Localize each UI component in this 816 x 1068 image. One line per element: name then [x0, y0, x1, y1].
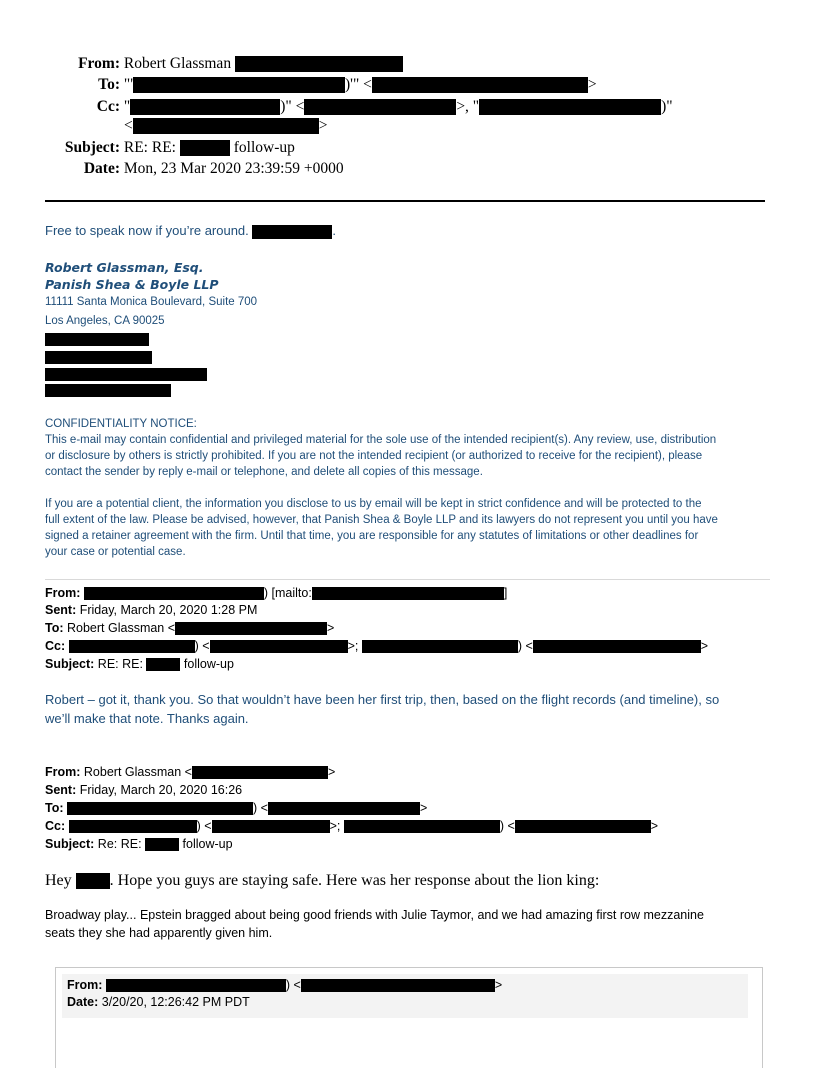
email2-from-row [45, 584, 507, 602]
header-from-label: From: [78, 55, 120, 72]
redaction [312, 587, 504, 600]
email2-sent-row [45, 601, 257, 619]
redaction [175, 622, 327, 635]
confidentiality-line: contact the sender by reply e-mail or telephone, and delete all copies of this message. [45, 466, 483, 478]
redaction [133, 118, 319, 134]
header-date-value: Mon, 23 Mar 2020 23:39:59 +0000 [123, 160, 344, 177]
signature-firm: Panish Shea & Boyle LLP [45, 277, 219, 292]
quoted-date-label: Date: [67, 995, 99, 1009]
email3-sent-label: Sent: [45, 783, 77, 797]
email2-from-label: From: [45, 586, 81, 600]
redaction [45, 333, 149, 346]
email3-sent-value: Friday, March 20, 2020 16:26 [79, 783, 243, 797]
redaction [344, 820, 500, 833]
subject-prefix: Re: RE: [97, 837, 142, 851]
redaction [133, 77, 345, 93]
greeting-prefix: Hey [45, 872, 72, 889]
confidentiality-line: your case or potential case. [45, 546, 186, 558]
confidentiality-line: full extent of the law. Please be advised, however, that Panish Shea & Boyle LLP and its lawyers do not represent you until you have [45, 514, 718, 526]
email2-to-label: To: [45, 621, 64, 635]
email2-body-line: Robert – got it, thank you. So that wouldn’t have been her first trip, then, based on the flight records (and timeline), so [45, 692, 720, 707]
email3-cc-label: Cc: [45, 819, 66, 833]
redaction [130, 99, 280, 115]
redaction [372, 77, 588, 93]
email-divider [45, 579, 770, 580]
redaction [268, 802, 420, 815]
punct: ) < [196, 819, 212, 833]
email3-cc-row [45, 817, 658, 835]
redaction [146, 658, 180, 671]
quoted-from-label: From: [67, 978, 103, 992]
subject-suffix: follow-up [233, 139, 295, 156]
subject-prefix: RE: RE: [97, 657, 143, 671]
punct: )'" < [345, 76, 372, 93]
punct: > [318, 117, 328, 134]
redaction [106, 979, 286, 992]
redaction [212, 820, 330, 833]
punct: . [332, 223, 337, 238]
signature-name: Robert Glassman, Esq. [45, 260, 204, 275]
redaction [252, 225, 332, 239]
email2-cc-row [45, 637, 708, 655]
confidentiality-line: or disclosure by others is strictly prohibited. If you are not the intended recipient (or authorized to receive for the recipient), please [45, 450, 703, 462]
redaction [45, 368, 207, 381]
email3-to-row [45, 799, 427, 817]
redaction [76, 873, 110, 889]
email2-sent-value: Friday, March 20, 2020 1:28 PM [79, 603, 258, 617]
message-body [45, 221, 336, 240]
email3-sent-row [45, 781, 242, 799]
email3-subject-row [45, 835, 233, 853]
email2-sent-label: Sent: [45, 603, 77, 617]
punct: ) [mailto: [263, 586, 312, 600]
confidentiality-title: CONFIDENTIALITY NOTICE: [45, 418, 197, 430]
redaction [533, 640, 701, 653]
punct: >; [347, 639, 359, 653]
email3-greeting [45, 871, 599, 891]
email2-subject-row [45, 655, 234, 673]
punct: " [123, 98, 131, 115]
redaction [45, 351, 152, 364]
header-from-value: Robert Glassman [123, 55, 232, 72]
header-subject-label: Subject: [64, 139, 120, 156]
punct: )" [661, 98, 673, 115]
redaction [180, 140, 230, 156]
email2-body-line: we’ll make that note. Thanks again. [45, 711, 249, 726]
punct: )" < [280, 98, 305, 115]
header-cc-label: Cc: [96, 98, 120, 115]
redaction [362, 640, 518, 653]
header-cc-row [40, 97, 673, 116]
quoted-date-row [67, 993, 250, 1011]
quoted-text-line: seats they she had apparently given him. [45, 926, 273, 940]
redaction [69, 820, 197, 833]
subject-suffix: follow-up [182, 837, 233, 851]
punct: < [124, 117, 133, 134]
punct: ) < [517, 639, 533, 653]
signature-address-1: 11111 Santa Monica Boulevard, Suite 700 [45, 296, 258, 308]
punct: ] [503, 586, 508, 600]
header-to-label: To: [98, 76, 120, 93]
header-cc-row-2 [124, 116, 328, 135]
redaction [84, 587, 264, 600]
header-date-row [40, 159, 344, 178]
confidentiality-line: signed a retainer agreement with the firm. Until that time, you are responsible for any statutes of limitations or other deadlines for [45, 530, 699, 542]
redaction [479, 99, 661, 115]
email2-subject-label: Subject: [45, 657, 95, 671]
punct: ) < [499, 819, 515, 833]
message-text: Free to speak now if you’re around. [45, 223, 249, 238]
punct: > [494, 978, 503, 992]
quoted-text-line: Broadway play... Epstein bragged about being good friends with Julie Taymor, and we had amazing first row mezzanine [45, 908, 704, 922]
punct: > [700, 639, 709, 653]
punct: >; [329, 819, 341, 833]
redaction [210, 640, 348, 653]
redaction [192, 766, 328, 779]
redaction [67, 802, 253, 815]
email3-to-label: To: [45, 801, 64, 815]
email3-from-label: From: [45, 765, 81, 779]
email2-to-row [45, 619, 334, 637]
redaction [45, 384, 171, 397]
redaction [145, 838, 179, 851]
punct: "' [123, 76, 133, 93]
redaction [515, 820, 651, 833]
confidentiality-line: If you are a potential client, the information you disclose to us by email will be kept in strict confidence and will be protected to the [45, 498, 702, 510]
email2-to-value: Robert Glassman < [67, 621, 176, 635]
email3-from-row [45, 763, 335, 781]
email3-from-value: Robert Glassman < [83, 765, 192, 779]
header-date-label: Date: [83, 160, 120, 177]
punct: ) < [194, 639, 210, 653]
header-to-row [40, 75, 597, 94]
email2-cc-label: Cc: [45, 639, 66, 653]
quoted-date-value: 3/20/20, 12:26:42 PM PDT [101, 995, 250, 1009]
redaction [304, 99, 456, 115]
header-from-row [40, 54, 403, 73]
punct: >, " [456, 98, 480, 115]
greeting-text: . Hope you guys are staying safe. Here was her response about the lion king: [109, 872, 600, 889]
punct: > [419, 801, 428, 815]
punct: ) < [285, 978, 301, 992]
punct: > [650, 819, 659, 833]
subject-prefix: RE: RE: [123, 139, 176, 156]
signature-address-2: Los Angeles, CA 90025 [45, 315, 165, 327]
header-divider [45, 200, 765, 202]
quoted-from-row [67, 976, 502, 994]
punct: > [587, 76, 597, 93]
confidentiality-line: This e-mail may contain confidential and privileged material for the sole use of the intended recipient(s). Any review, use, distribution [45, 434, 717, 446]
header-subject-row [40, 138, 295, 157]
punct: > [327, 765, 336, 779]
punct: > [327, 621, 335, 635]
punct: ) < [253, 801, 268, 815]
subject-suffix: follow-up [183, 657, 234, 671]
email3-subject-label: Subject: [45, 837, 95, 851]
redaction [301, 979, 495, 992]
redaction [235, 56, 403, 72]
redaction [69, 640, 195, 653]
